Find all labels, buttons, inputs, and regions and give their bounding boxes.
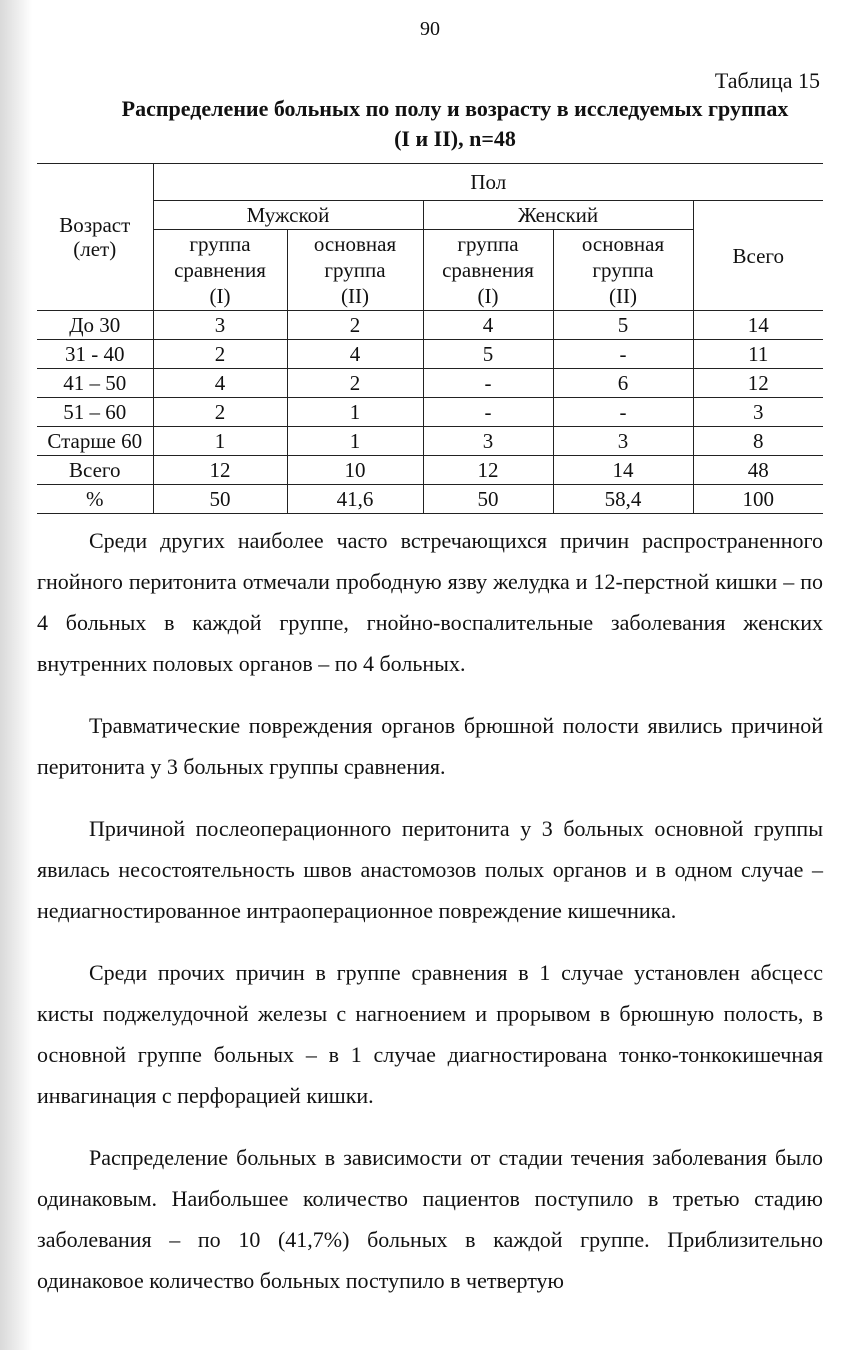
subheader-female-main: основная группа (II) <box>553 230 693 311</box>
table-title <box>60 94 850 154</box>
paragraph: Среди других наиболее часто встречающихся причин распространенного гнойного перитонита отмечали прободную язву желудка и 12-перстной кишки – по 4 больных в каждой группе, гнойно-воспалительные заболевания женских внутренних половых органов – по 4 больных. <box>37 528 823 676</box>
table-cell: 50 <box>423 485 553 514</box>
table-cell: 51 – 60 <box>37 398 153 427</box>
table-cell: 1 <box>287 427 423 456</box>
table-label: Таблица 15 <box>714 68 820 93</box>
table-cell: 4 <box>287 340 423 369</box>
table-cell: До 30 <box>37 311 153 340</box>
table-row <box>37 398 823 427</box>
table-cell: 10 <box>287 456 423 485</box>
table-cell: 4 <box>153 369 287 398</box>
table-row <box>37 311 823 340</box>
table-cell: 3 <box>423 427 553 456</box>
paragraph: Среди прочих причин в группе сравнения в 1 случае установлен абсцесс кисты поджелудочной железы с нагноением и прорывом в брюшную полость, в основной группе больных – в 1 случае диагностирована тонко-тонкокишечная инвагинация с перфорацией кишки. <box>37 960 823 1108</box>
table-row <box>37 456 823 485</box>
table-cell: 12 <box>153 456 287 485</box>
table-cell: 48 <box>693 456 823 485</box>
subheader-female-comparison: группа сравнения (I) <box>423 230 553 311</box>
table-cell: 14 <box>693 311 823 340</box>
subheader-male-main: основная группа (II) <box>287 230 423 311</box>
table-cell: % <box>37 485 153 514</box>
table-cell: 58,4 <box>553 485 693 514</box>
table-cell: 2 <box>153 340 287 369</box>
table-cell: 1 <box>287 398 423 427</box>
table-cell: 100 <box>693 485 823 514</box>
table-cell: 41,6 <box>287 485 423 514</box>
table-cell: 2 <box>287 311 423 340</box>
table-cell: Старше 60 <box>37 427 153 456</box>
table-cell: 41 – 50 <box>37 369 153 398</box>
table-cell: 12 <box>423 456 553 485</box>
table-cell: 5 <box>553 311 693 340</box>
scan-edge-shadow <box>0 0 32 1350</box>
paragraph: Травматические повреждения органов брюшной полости явились причиной перитонита у 3 больных группы сравнения. <box>37 713 823 779</box>
table-cell: - <box>423 398 553 427</box>
table-cell: 3 <box>153 311 287 340</box>
table-cell: 2 <box>153 398 287 427</box>
table-title-line-1: Распределение больных по полу и возрасту в исследуемых группах <box>121 96 789 121</box>
table-cell: 11 <box>693 340 823 369</box>
table-cell: 4 <box>423 311 553 340</box>
table-cell: 5 <box>423 340 553 369</box>
table-row <box>37 427 823 456</box>
table-cell: 1 <box>153 427 287 456</box>
table-title-line-2: (I и II), n=48 <box>394 126 516 151</box>
table-row <box>37 485 823 514</box>
header-male: Мужской <box>153 201 423 230</box>
table-cell: 2 <box>287 369 423 398</box>
header-sex: Пол <box>153 164 823 201</box>
table-cell: 14 <box>553 456 693 485</box>
table-cell: - <box>423 369 553 398</box>
page-number: 90 <box>420 18 440 40</box>
table-cell: Всего <box>37 456 153 485</box>
table-row <box>37 369 823 398</box>
body-text <box>37 520 823 1301</box>
subheader-male-comparison: группа сравнения (I) <box>153 230 287 311</box>
header-female: Женский <box>423 201 693 230</box>
table-cell: 3 <box>693 398 823 427</box>
table-cell: 31 - 40 <box>37 340 153 369</box>
table-row <box>37 340 823 369</box>
paragraph: Распределение больных в зависимости от стадии течения заболевания было одинаковым. Наибольшее количество пациентов поступило в третью стадию заболевания – по 10 (41,7%) больных в каждой группе. Приблизительно одинаковое количество больных поступило в четвертую <box>37 1145 823 1293</box>
table-cell: - <box>553 340 693 369</box>
table-cell: 12 <box>693 369 823 398</box>
table-cell: 6 <box>553 369 693 398</box>
header-age: Возраст (лет) <box>37 164 153 311</box>
table-cell: 50 <box>153 485 287 514</box>
table-cell: 8 <box>693 427 823 456</box>
table-cell: 3 <box>553 427 693 456</box>
header-total: Всего <box>693 201 823 311</box>
table-cell: - <box>553 398 693 427</box>
distribution-table <box>37 163 823 514</box>
paragraph: Причиной послеоперационного перитонита у 3 больных основной группы явилась несостоятельность швов анастомозов полых органов и в одном случае – недиагностированное интраоперационное повреждение кишечника. <box>37 816 823 923</box>
